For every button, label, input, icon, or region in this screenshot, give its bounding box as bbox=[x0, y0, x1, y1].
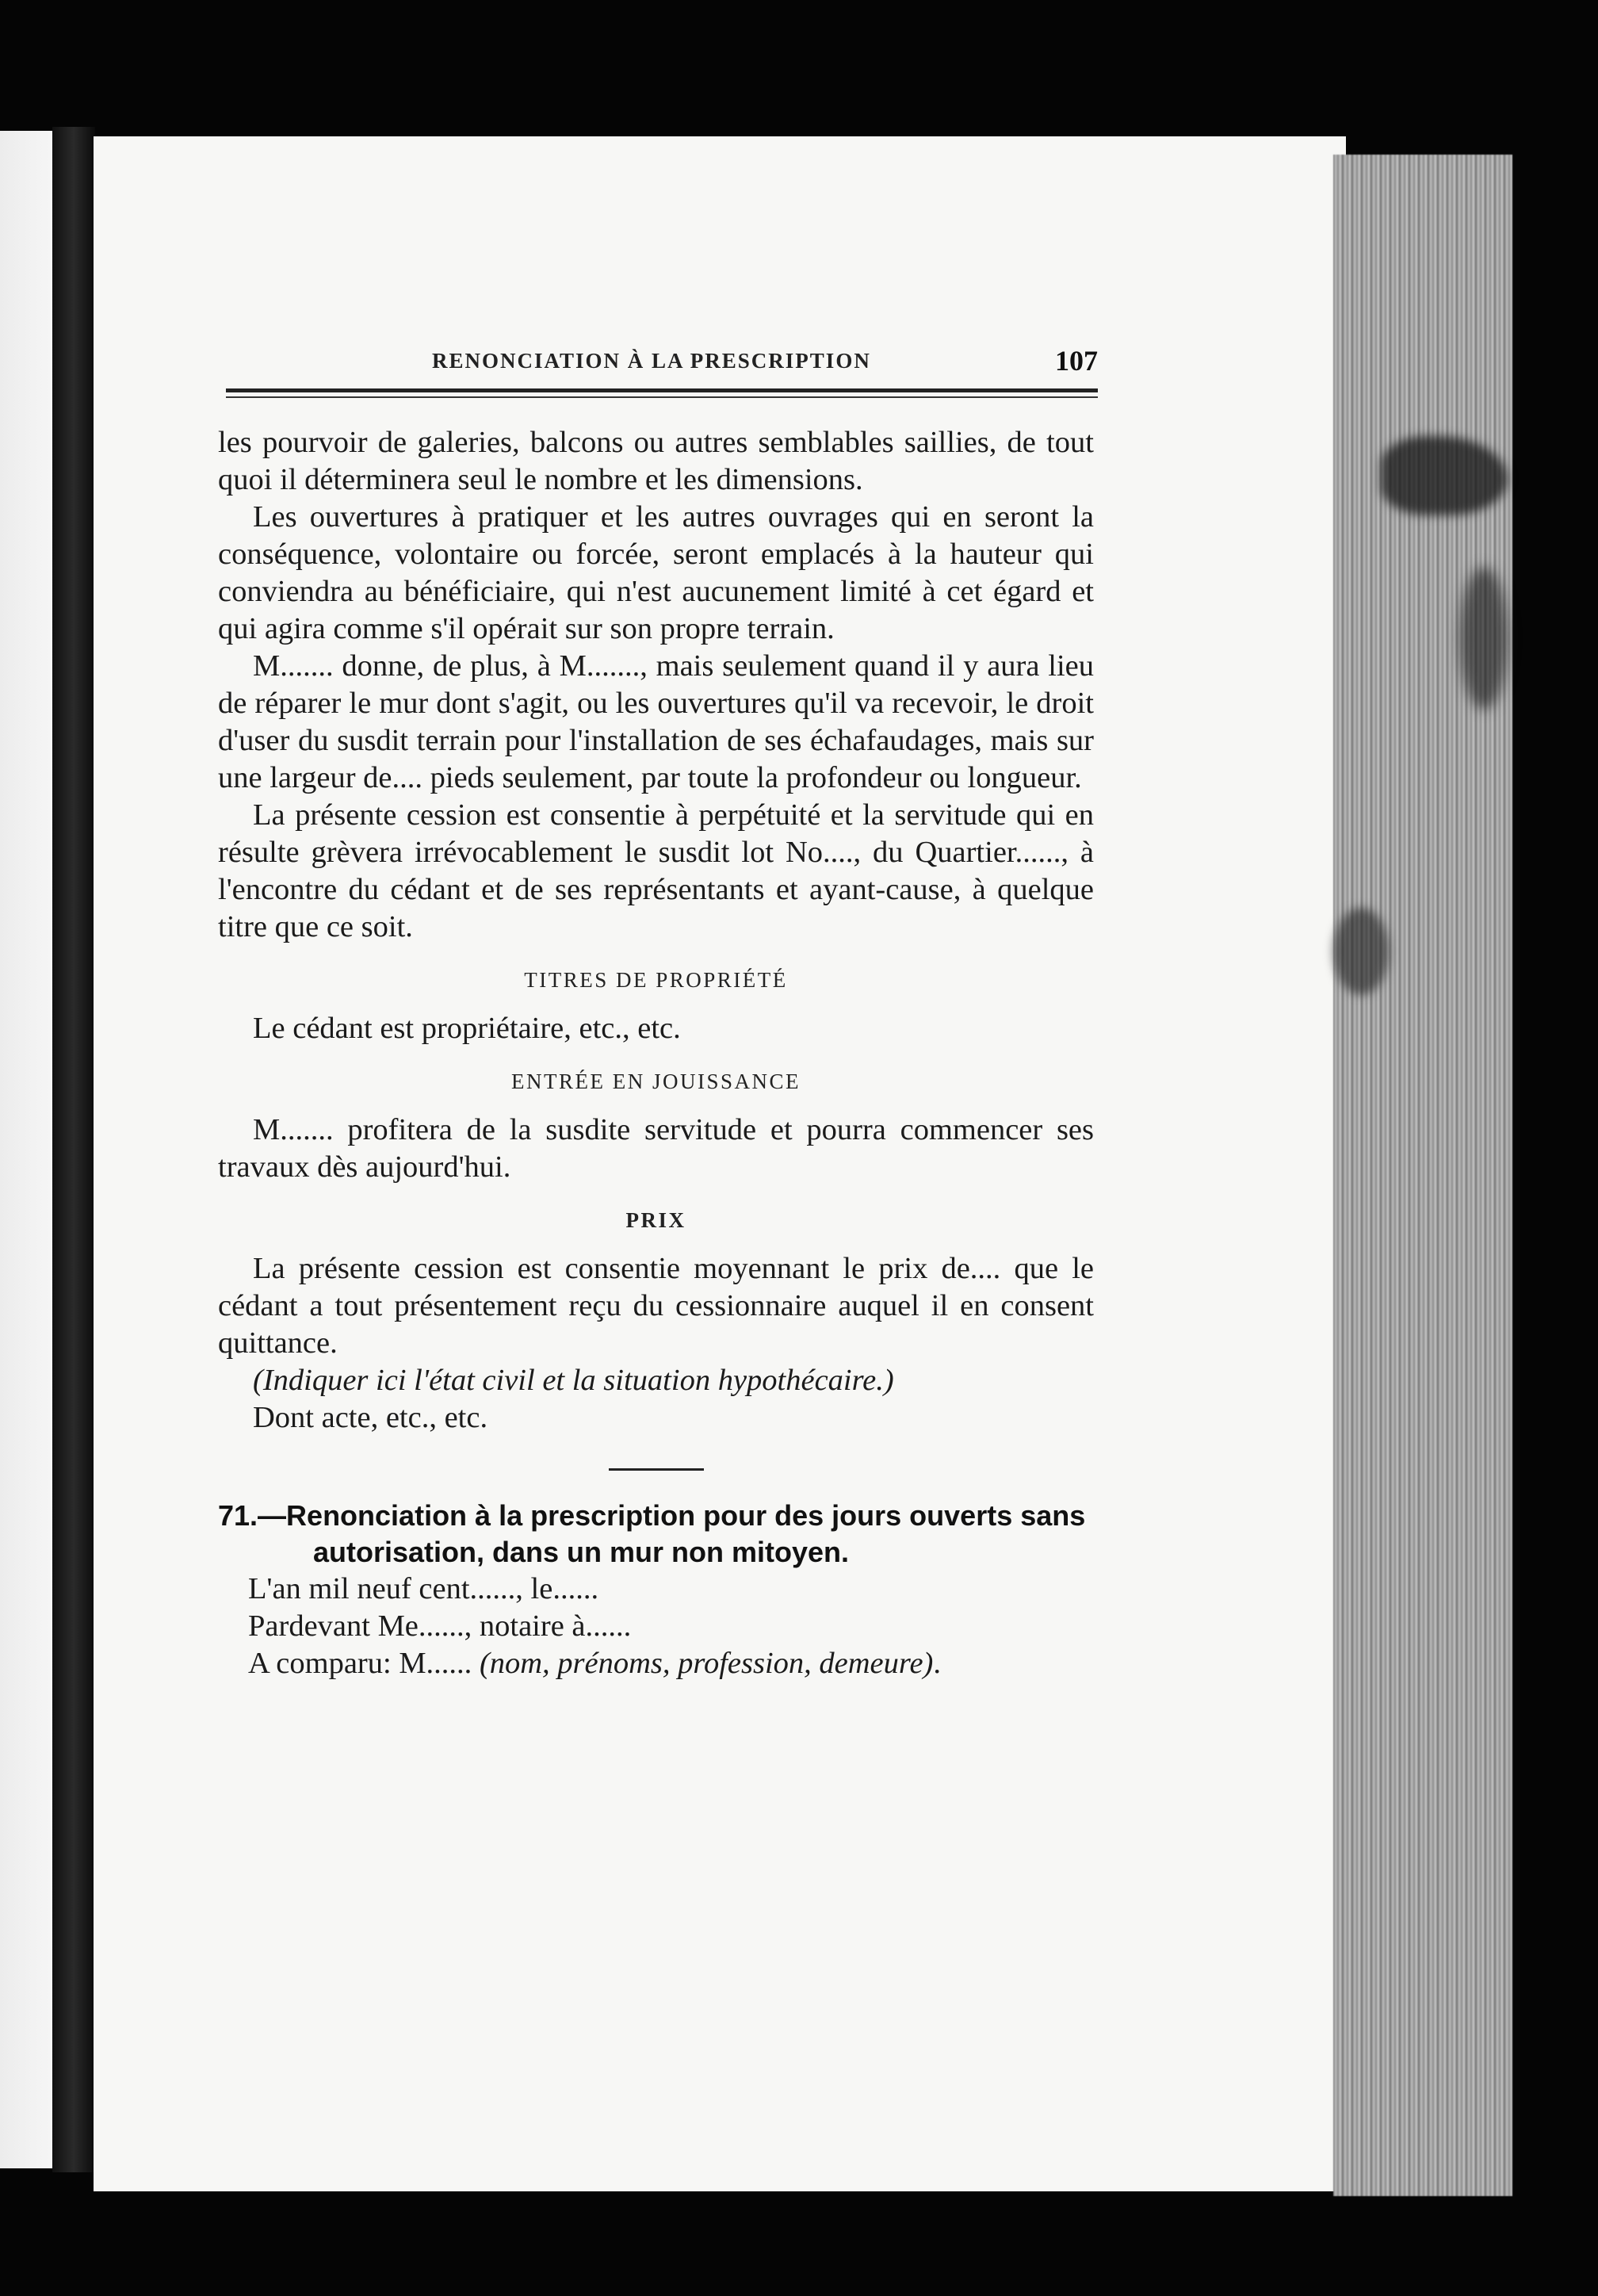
form-line bbox=[218, 1645, 1094, 1682]
book-gutter bbox=[52, 127, 95, 2172]
subheading-prix: PRIX bbox=[625, 1208, 686, 1232]
form-line-italic: (nom, prénoms, profession, demeure) bbox=[479, 1647, 934, 1680]
section-separator bbox=[609, 1468, 704, 1471]
instruction-note: (Indiquer ici l'état civil et la situation hypothécaire.) bbox=[253, 1364, 894, 1397]
paragraph: La présente cession est consentie à perpétuité et la servitude qui en résulte grèvera irrévocablement le susdit lot No...., du Quartier......, à l'encontre du cédant et de ses représentants et ayant-cause, à quelque titre que ce soit. bbox=[218, 798, 1094, 943]
header-rule-thin bbox=[226, 396, 1098, 398]
page-number: 107 bbox=[1055, 345, 1098, 377]
stain bbox=[1381, 436, 1508, 515]
stain bbox=[1333, 908, 1389, 995]
page-body bbox=[218, 424, 1094, 1682]
paragraph: Dont acte, etc., etc. bbox=[253, 1401, 488, 1434]
paragraph: les pourvoir de galeries, balcons ou autres semblables saillies, de tout quoi il déterminera seul le nombre et les dimensions. bbox=[218, 426, 1094, 496]
subheading-entree: ENTRÉE EN JOUISSANCE bbox=[511, 1070, 801, 1093]
paragraph: M....... profitera de la susdite servitude et pourra commencer ses travaux dès aujourd'hui. bbox=[218, 1113, 1094, 1184]
paragraph: La présente cession est consentie moyennant le prix de.... que le cédant a tout présentement reçu du cessionnaire auquel il en consent quittance. bbox=[218, 1252, 1094, 1360]
form-line-suffix: . bbox=[933, 1647, 941, 1680]
stain bbox=[1460, 567, 1508, 710]
header-rule bbox=[226, 388, 1098, 392]
form-line: L'an mil neuf cent......, le...... bbox=[248, 1572, 599, 1605]
page-stack-edge bbox=[1333, 155, 1512, 2196]
paragraph: M....... donne, de plus, à M......., mais seulement quand il y aura lieu de réparer le mur dont s'agit, ou les ouvertures qu'il va recevoir, le droit d'user du susdit terrain pour l'installation de ses échafaudages, mais sur une largeur de.... pieds seulement, par toute la profondeur ou longueur. bbox=[218, 649, 1094, 794]
subheading-titres: TITRES DE PROPRIÉTÉ bbox=[524, 968, 788, 992]
paragraph: Le cédant est propriétaire, etc., etc. bbox=[253, 1012, 681, 1045]
paragraph: Les ouvertures à pratiquer et les autres ouvrages qui en seront la conséquence, volontaire ou forcée, seront emplacés à la hauteur qui conviendra au bénéficiaire, qui n'est aucunement limité à cet égard et qui agira comme s'il opérait sur son propre terrain. bbox=[218, 500, 1094, 645]
form-line: Pardevant Me......, notaire à...... bbox=[248, 1609, 632, 1643]
form-line-prefix: A comparu: M...... bbox=[248, 1647, 480, 1680]
section-title: 71.—Renonciation à la prescription pour des jours ouverts sans autorisation, dans un mur non mitoyen. bbox=[218, 1499, 1086, 1568]
running-head: RENONCIATION À LA PRESCRIPTION bbox=[432, 349, 871, 373]
